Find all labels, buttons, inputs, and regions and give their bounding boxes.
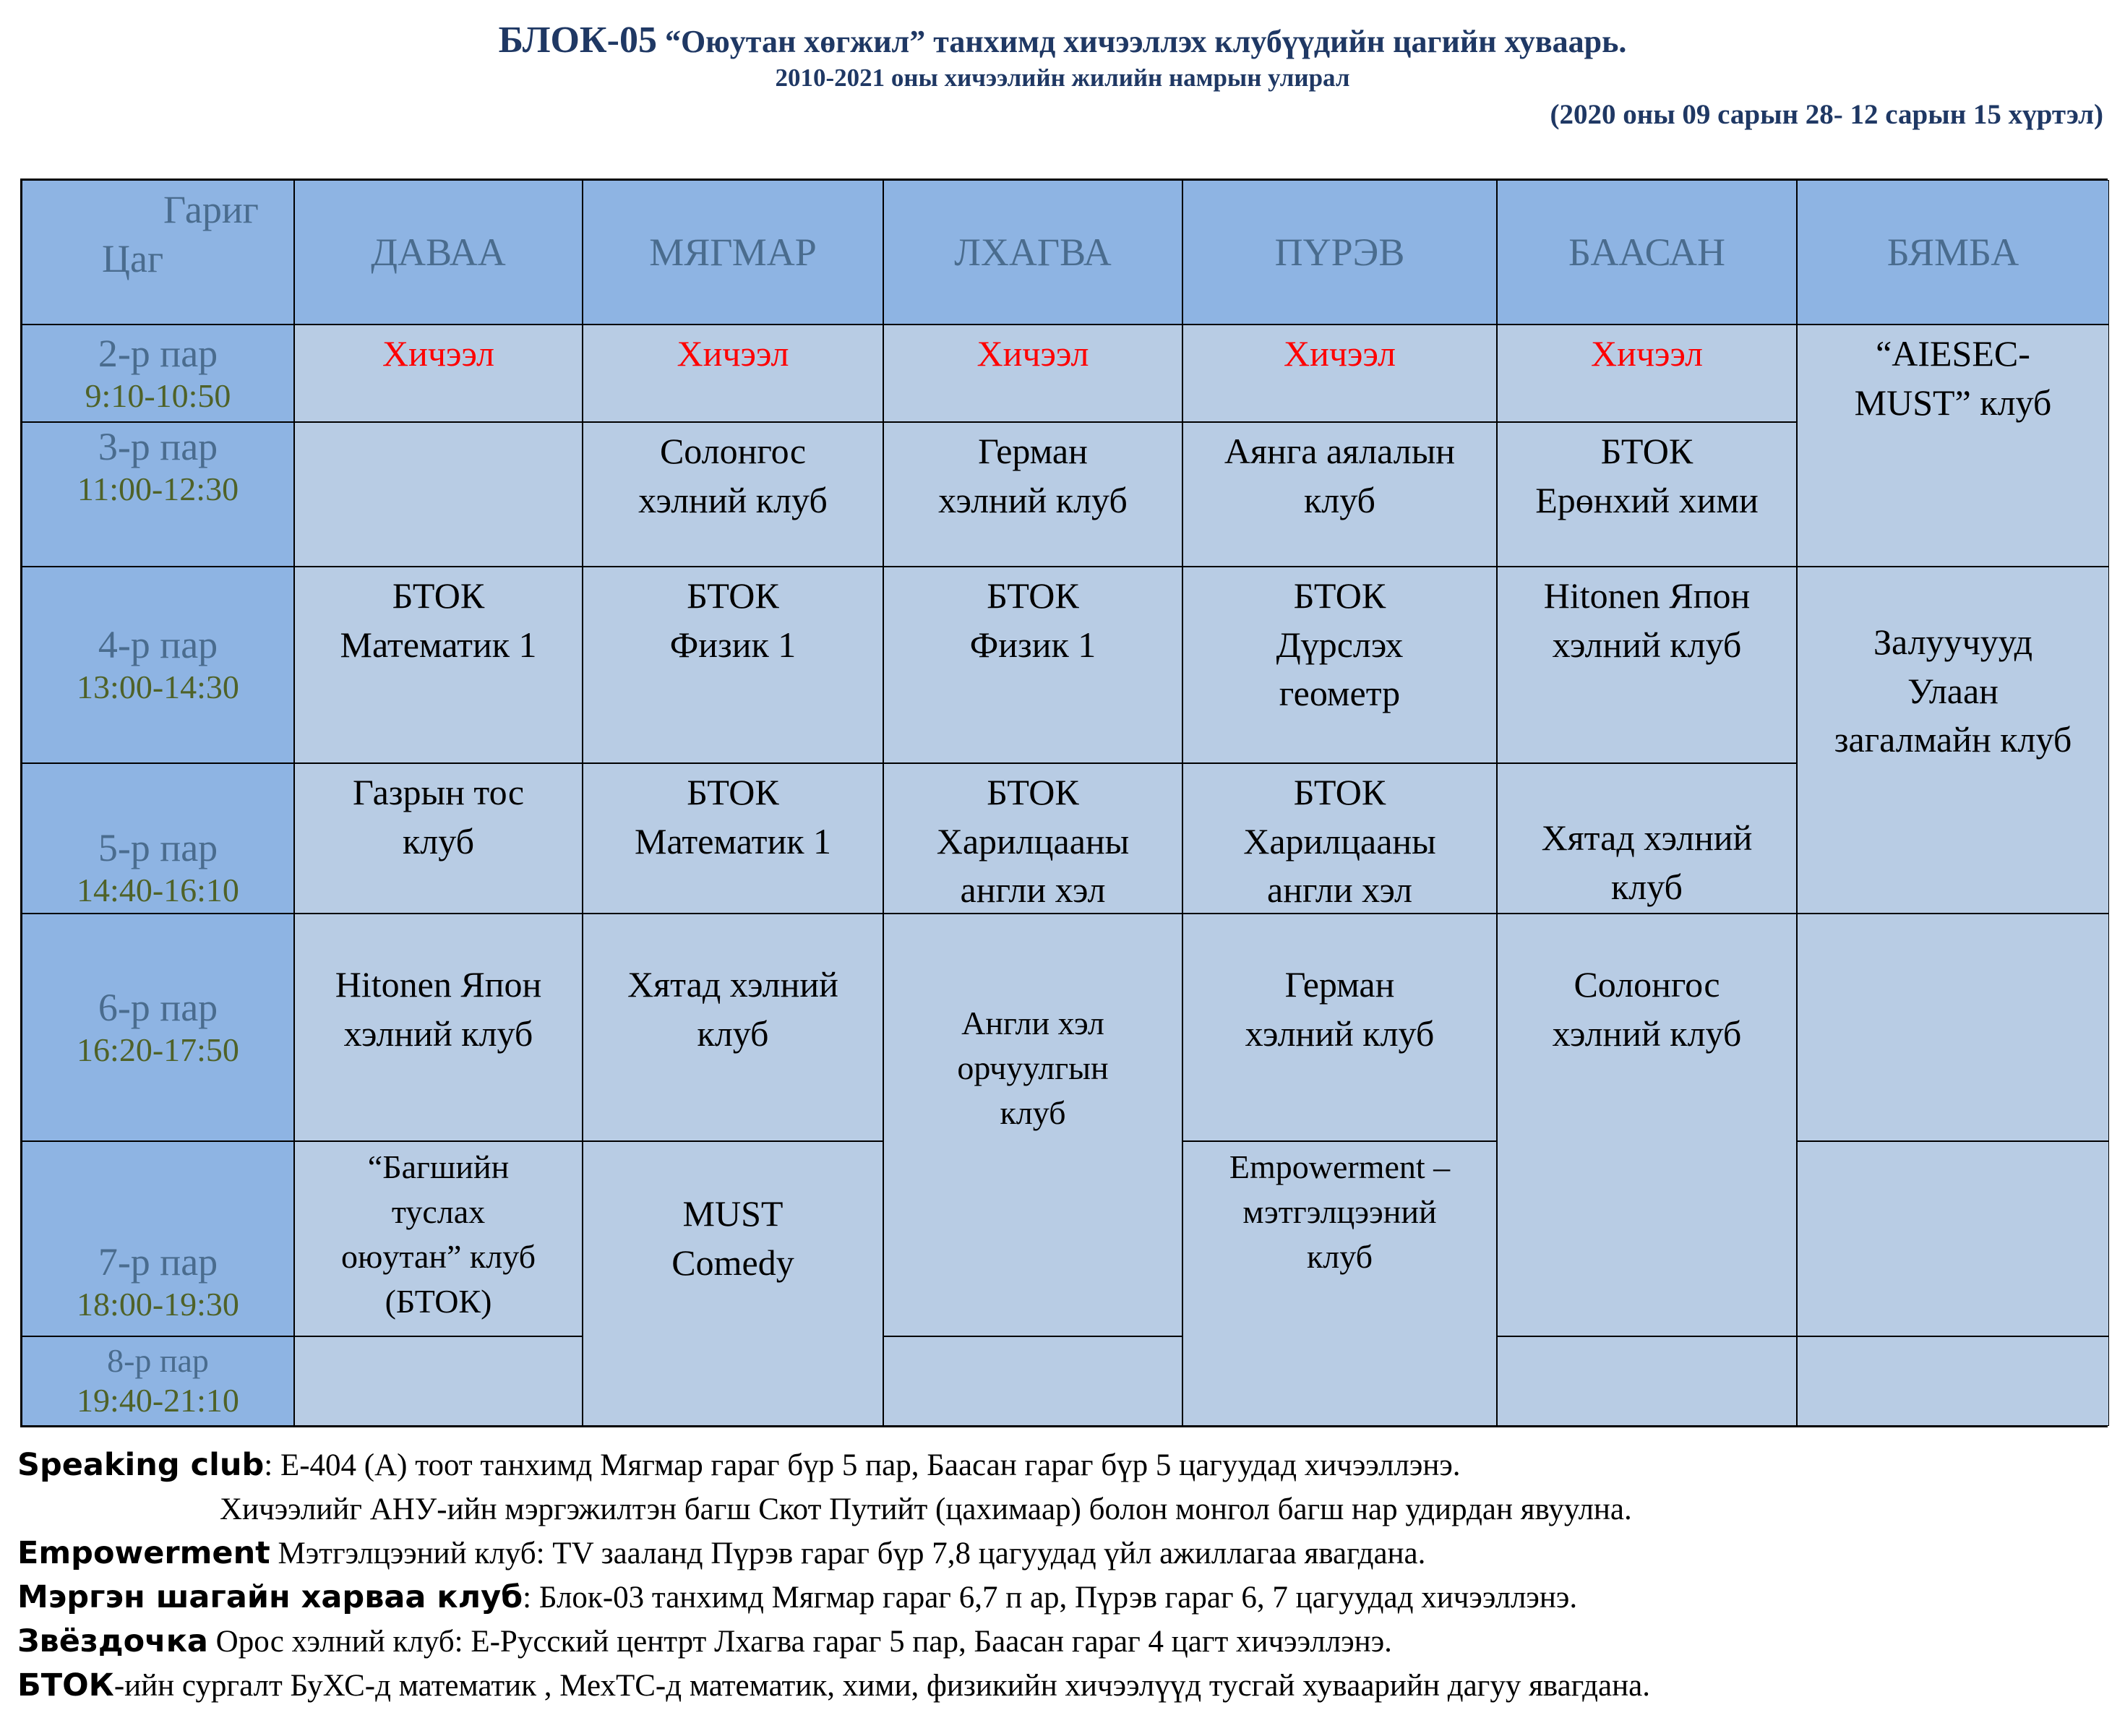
cell-thu-3 — [1182, 422, 1497, 567]
club-name: БТОК Физик 1 — [969, 575, 1096, 665]
period-time: 18:00-19:30 — [77, 1285, 239, 1323]
page-title — [0, 19, 2125, 61]
period-label: 4-р пар — [98, 623, 218, 667]
title-block: БЛОК-05 — [498, 20, 657, 61]
note-title: Звёздочка — [17, 1623, 208, 1659]
cell-mon-4 — [294, 567, 583, 763]
cell-fri-5 — [1497, 763, 1797, 914]
club-name: Газрын тос клуб — [352, 772, 525, 861]
club-name: Хятад хэлний клуб — [627, 964, 838, 1054]
lesson-label: Хичээл — [677, 333, 789, 374]
cell-mon-7 — [294, 1141, 583, 1336]
club-name: Hitonen Япон хэлний клуб — [1543, 575, 1751, 665]
day-header-tue: МЯГМАР — [583, 180, 883, 325]
note-text: : Блок-03 танхимд Мягмар гараг 6,7 п ар, Пүрэв гараг 6, 7 цагуудад хичээллэнэ. — [523, 1581, 1578, 1615]
club-name: Empowerment – мэтгэлцээний клуб — [1229, 1148, 1451, 1276]
note-title: Speaking club — [17, 1447, 265, 1483]
cell-tue-2 — [583, 325, 883, 422]
cell-mon-3 — [294, 422, 583, 567]
club-name: Солонгос хэлний клуб — [1552, 964, 1742, 1054]
cell-fri-8 — [1497, 1336, 1797, 1426]
club-name: Аянга аялалын клуб — [1224, 431, 1456, 520]
cell-wed-6-7 — [883, 914, 1182, 1336]
club-name: Hitonen Япон хэлний клуб — [335, 964, 542, 1054]
period-4 — [22, 567, 294, 763]
cell-tue-4 — [583, 567, 883, 763]
period-3 — [22, 422, 294, 567]
period-time: 13:00-14:30 — [77, 669, 239, 706]
note-text: : Е-404 (А) тоот танхимд Мягмар гараг бүр 5 пар, Баасан гараг бүр 5 цагуудад хичээллэнэ. — [264, 1448, 1461, 1482]
period-5 — [22, 763, 294, 914]
cell-sat-2-3 — [1797, 325, 2109, 567]
note-speaking-club-detail — [17, 1487, 2113, 1531]
cell-tue-5 — [583, 763, 883, 914]
club-name: БТОК Дүрслэх геометр — [1276, 575, 1404, 713]
note-title: БТОК — [17, 1667, 114, 1703]
club-name: Залуучууд Улаан загалмайн клуб — [1834, 622, 2072, 760]
day-header-sat: БЯМБА — [1797, 180, 2109, 325]
club-name: “AIESEC- MUST” клуб — [1854, 333, 2052, 423]
period-label: 6-р пар — [98, 985, 218, 1029]
cell-tue-7-8 — [583, 1141, 883, 1426]
club-name: “Багшийн туслах оюутан” клуб (БТОК) — [340, 1148, 536, 1320]
period-label: 5-р пар — [98, 825, 218, 869]
note-title: Empowerment — [17, 1535, 270, 1571]
date-range: (2020 оны 09 сарын 28- 12 сарын 15 хүртэл) — [1550, 99, 2103, 130]
note-archery-club — [17, 1576, 2113, 1620]
corner-header — [22, 180, 294, 325]
club-name: БТОК Харилцааны англи хэл — [1243, 772, 1436, 910]
cell-fri-2 — [1497, 325, 1797, 422]
cell-wed-5 — [883, 763, 1182, 914]
cell-sat-8 — [1797, 1336, 2109, 1426]
club-name: Солонгос хэлний клуб — [638, 431, 828, 520]
lesson-label: Хичээл — [1284, 333, 1396, 374]
period-6 — [22, 914, 294, 1141]
cell-wed-3 — [883, 422, 1182, 567]
lesson-label: Хичээл — [976, 333, 1089, 374]
note-text: Мэтгэлцээний клуб: TV зааланд Пүрэв гараг бүр 7,8 цагуудад үйл ажиллагаа явагдана. — [270, 1537, 1426, 1570]
cell-thu-5 — [1182, 763, 1497, 914]
club-name: Хятад хэлний клуб — [1541, 817, 1753, 907]
cell-wed-8 — [883, 1336, 1182, 1426]
club-name: БТОК Математик 1 — [340, 575, 537, 665]
club-name: БТОК Физик 1 — [669, 575, 797, 665]
cell-tue-6 — [583, 914, 883, 1141]
cell-thu-7-8 — [1182, 1141, 1497, 1426]
period-time: 14:40-16:10 — [77, 871, 239, 908]
lesson-label: Хичээл — [1591, 333, 1703, 374]
period-time: 11:00-12:30 — [77, 470, 239, 508]
cell-sat-6 — [1797, 914, 2109, 1141]
note-text: Орос хэлний клуб: Е-Русский центрт Лхагва гараг 5 пар, Баасан гараг 4 цагт хичээллэнэ. — [207, 1625, 1392, 1659]
cell-fri-3 — [1497, 422, 1797, 567]
period-time: 9:10-10:50 — [85, 377, 231, 414]
cell-wed-2 — [883, 325, 1182, 422]
cell-thu-2 — [1182, 325, 1497, 422]
cell-wed-4 — [883, 567, 1182, 763]
period-7 — [22, 1141, 294, 1336]
title-rest: “Оюутан хөгжил” танхимд хичээллэх клубүүдийн цагийн хуваарь. — [656, 24, 1627, 59]
club-name: Герман хэлний клуб — [1245, 964, 1435, 1054]
lesson-label: Хичээл — [382, 333, 494, 374]
club-name: Герман хэлний клуб — [938, 431, 1128, 520]
cell-fri-4 — [1497, 567, 1797, 763]
day-header-wed: ЛХАГВА — [883, 180, 1182, 325]
cell-thu-4 — [1182, 567, 1497, 763]
cell-sat-4-5 — [1797, 567, 2109, 914]
period-time: 19:40-21:10 — [77, 1381, 239, 1419]
cell-mon-5 — [294, 763, 583, 914]
note-btok — [17, 1664, 2113, 1708]
cell-mon-6 — [294, 914, 583, 1141]
cell-tue-3 — [583, 422, 883, 567]
period-label: 7-р пар — [98, 1239, 218, 1284]
period-time: 16:20-17:50 — [77, 1031, 239, 1068]
club-name: БТОК Харилцааны англи хэл — [936, 772, 1130, 910]
note-speaking-club — [17, 1443, 2113, 1487]
cell-thu-6 — [1182, 914, 1497, 1141]
period-2 — [22, 325, 294, 422]
note-title: Мэргэн шагайн харваа клуб — [17, 1579, 523, 1615]
note-text: -ийн сургалт БуХС-д математик , МехТС-д математик, хими, физикийн хичээлүүд тусгай хуваарийн дагуу явагдана. — [113, 1669, 1650, 1703]
page-subtitle: 2010-2021 оны хичээлийн жилийн намрын улирал — [775, 64, 1350, 92]
period-8 — [22, 1336, 294, 1426]
club-name: БТОК Математик 1 — [635, 772, 831, 861]
notes-section — [17, 1443, 2113, 1708]
cell-sat-7 — [1797, 1141, 2109, 1336]
corner-time-label: Цаг — [102, 237, 164, 280]
club-name: Англи хэл орчуулгын клуб — [957, 1005, 1109, 1132]
day-header-thu: ПҮРЭВ — [1182, 180, 1497, 325]
cell-mon-2 — [294, 325, 583, 422]
note-empowerment — [17, 1531, 2113, 1576]
period-label: 8-р пар — [107, 1341, 209, 1379]
cell-fri-6-7 — [1497, 914, 1797, 1336]
corner-day-label: Гариг — [163, 188, 259, 231]
cell-mon-8 — [294, 1336, 583, 1426]
period-label: 3-р пар — [98, 425, 218, 468]
club-name: MUST Comedy — [671, 1193, 794, 1283]
schedule-table — [20, 179, 2108, 1427]
day-header-mon: ДАВАА — [294, 180, 583, 325]
period-label: 2-р пар — [98, 331, 218, 375]
day-header-fri: БААСАН — [1497, 180, 1797, 325]
note-text: Хичээлийг АНУ-ийн мэргэжилтэн багш Скот Путийт (цахимаар) болон монгол багш нар удирдан явуулна. — [220, 1492, 1632, 1526]
note-russian-club — [17, 1620, 2113, 1664]
club-name: БТОК Ерөнхий хими — [1535, 431, 1759, 520]
